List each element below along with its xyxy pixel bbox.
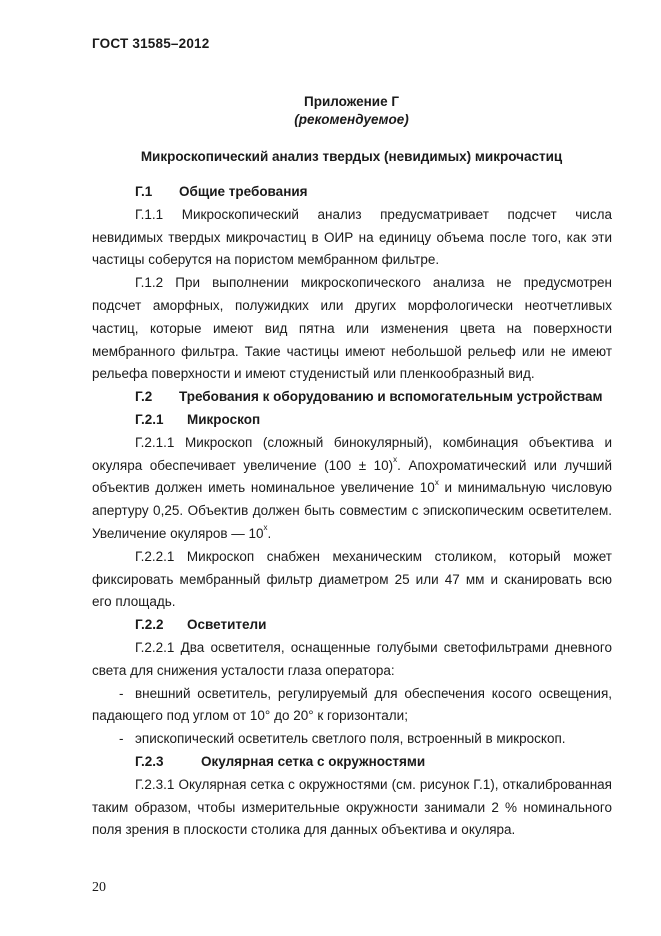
appendix-title: Приложение Г	[304, 94, 399, 109]
page-number: 20	[92, 880, 106, 895]
document-id: ГОСТ 31585–2012	[92, 36, 210, 51]
superscript-x: х	[434, 477, 439, 487]
superscript-x: х	[263, 523, 268, 533]
section-heading-g2-1	[92, 409, 612, 432]
paragraph-text: и минимальную числовую апертуру 0,25. Объектив должен быть совместим с эпископическим осветителем. Увеличение окуляров — 10	[92, 480, 612, 541]
section-heading-g2-3	[92, 751, 612, 774]
list-item	[92, 683, 612, 729]
section-heading-g2	[92, 386, 612, 409]
appendix-subtitle: (рекомендуемое)	[294, 112, 409, 127]
paragraph-g1-2: Г.1.2 При выполнении микроскопического анализа не предусмотрен подсчет аморфных, полужидких или других морфологически неотчетливых частиц, которые имеют вид пятна или изменения цвета на поверхности мембранного фильтра. Такие частицы имеют небольшой рельеф или не имеют рельефа поверхности и имеют студенистый или пленкообразный вид.	[92, 275, 612, 382]
section-title: Требования к оборудованию и вспомогательным устройствам	[179, 389, 603, 405]
paragraph-g2-2-1a: Г.2.2.1 Микроскоп снабжен механическим столиком, который может фиксировать мембранный фильтр диаметром 25 или 47 мм и сканировать всю его площадь.	[92, 548, 612, 610]
section-number: Г.2.2	[135, 617, 164, 633]
bullet-mark: -	[119, 731, 124, 747]
paragraph-text: Г.2.1.1 Микроскоп (сложный бинокулярный), комбинация объектива и окуляра обеспечивает увеличение (100 ± 10)	[92, 434, 612, 473]
section-number: Г.1	[135, 184, 153, 199]
section-heading-g1	[92, 181, 612, 204]
bullet-mark: -	[119, 685, 124, 701]
list-item-text: внешний осветитель, регулируемый для обеспечения косого освещения, падающего под углом от 10° до 20° к горизонтали;	[92, 685, 612, 724]
list-item	[92, 728, 612, 751]
paragraph-g1-1: Г.1.1 Микроскопический анализ предусматривает подсчет числа невидимых твердых микрочастиц в ОИР на единицу объема после того, как эти частицы соберутся на пористом мембранном фильтре.	[92, 206, 612, 268]
section-title: Общие требования	[179, 184, 308, 199]
section-title: Осветители	[187, 617, 267, 633]
list-item-text: эпископический осветитель светлого поля, встроенный в микроскоп.	[135, 731, 566, 747]
document-body	[92, 181, 612, 842]
section-number: Г.2.1	[135, 411, 164, 427]
section-number: Г.2	[135, 389, 153, 405]
appendix-main-title: Микроскопический анализ твердых (невидимых) микрочастиц	[140, 149, 563, 164]
section-heading-g2-2	[92, 614, 612, 637]
section-title: Микроскоп	[187, 411, 261, 427]
paragraph-g2-2-1b: Г.2.2.1 Два осветителя, оснащенные голубыми светофильтрами дневного света для снижения усталости глаза оператора:	[92, 639, 612, 678]
section-number: Г.2.3	[135, 753, 164, 769]
paragraph-text: . Апохроматический или лучший объектив должен иметь номинальное увеличение 10	[92, 457, 612, 496]
paragraph-g2-1-1	[92, 432, 612, 546]
paragraph-text: .	[267, 525, 272, 541]
paragraph-g2-3-1: Г.2.3.1 Окулярная сетка с окружностями (см. рисунок Г.1), откалиброванная таким образом, чтобы измерительные окружности занимали 2 % номинального поля зрения в плоскости столика для данных объектива и окуляра.	[92, 776, 612, 838]
section-title: Окулярная сетка с окружностями	[201, 753, 426, 769]
superscript-x: х	[393, 455, 398, 465]
